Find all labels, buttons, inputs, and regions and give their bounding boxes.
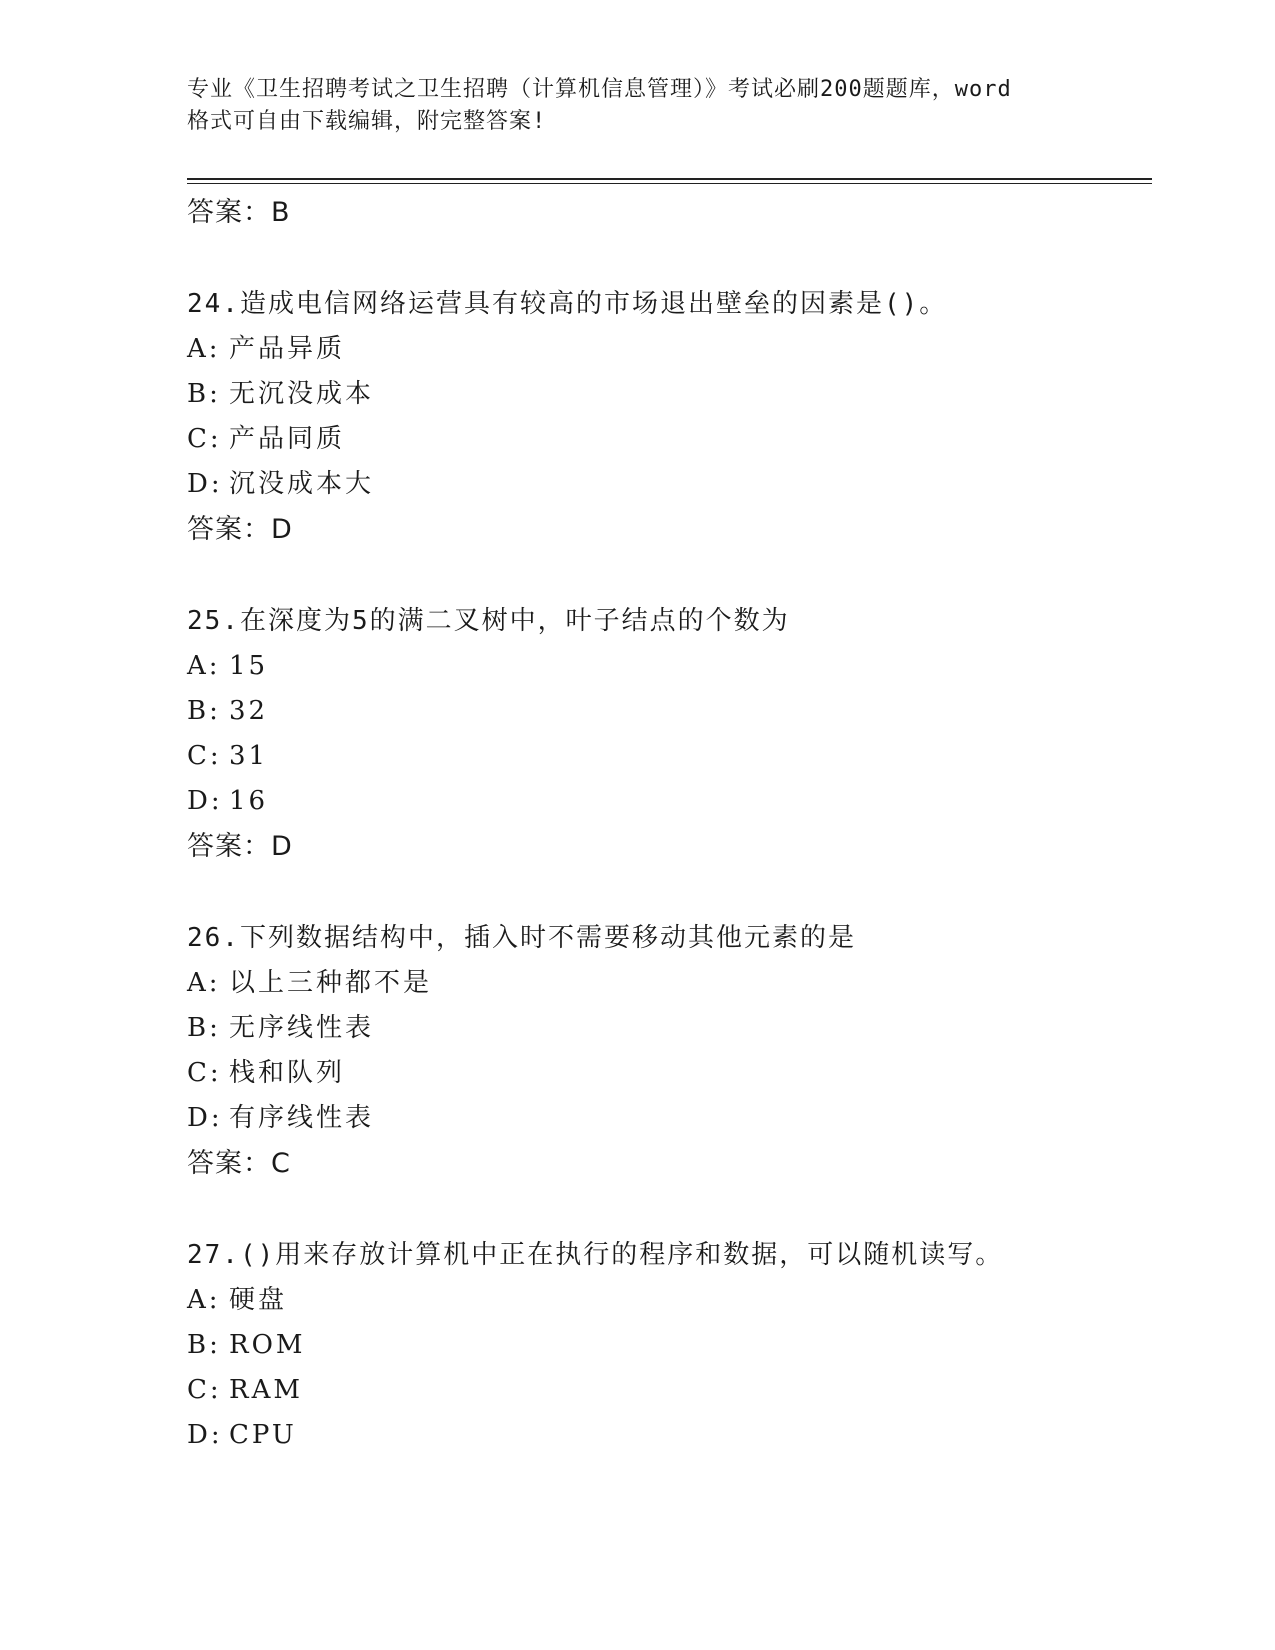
option-letter: D: [187, 1420, 223, 1450]
option-letter: B: [187, 379, 221, 409]
option-a [187, 961, 1152, 1006]
document-header [187, 74, 1087, 138]
option-letter: C: [187, 1058, 222, 1088]
option-c [187, 1051, 1152, 1096]
question-answer: 答案：D [187, 514, 293, 545]
option-letter: D: [187, 786, 223, 816]
option-text: 15 [229, 651, 269, 681]
question-title: 24.造成电信网络运营具有较高的市场退出壁垒的因素是()。 [187, 289, 948, 319]
option-letter: A: [187, 1285, 221, 1315]
question-answer: 答案：D [187, 831, 293, 862]
option-d [187, 1413, 1152, 1458]
option-d [187, 1096, 1152, 1141]
option-letter: A: [187, 334, 221, 364]
option-a [187, 1278, 1152, 1323]
option-text: CPU [229, 1420, 297, 1450]
option-letter: C: [187, 424, 222, 454]
option-a [187, 644, 1152, 689]
option-c [187, 734, 1152, 779]
option-text: 无序线性表 [229, 1013, 375, 1043]
question-title: 26.下列数据结构中，插入时不需要移动其他元素的是 [187, 923, 856, 953]
option-text: 沉没成本大 [229, 469, 375, 499]
option-letter: D: [187, 469, 223, 499]
option-letter: B: [187, 696, 221, 726]
option-text: RAM [229, 1375, 303, 1405]
option-letter: B: [187, 1330, 221, 1360]
option-letter: D: [187, 1103, 223, 1133]
option-letter: A: [187, 968, 221, 998]
option-b [187, 372, 1152, 417]
header-divider-thick [187, 178, 1152, 180]
option-text: 16 [229, 786, 269, 816]
option-text: ROM [229, 1330, 306, 1360]
option-text: 有序线性表 [229, 1103, 375, 1133]
option-text: 31 [229, 741, 269, 771]
header-line-2: 格式可自由下载编辑，附完整答案! [187, 109, 547, 134]
question-list [187, 190, 1152, 1458]
question-title: 25.在深度为5的满二叉树中，叶子结点的个数为 [187, 606, 790, 636]
question-27 [187, 1233, 1152, 1458]
option-letter: B: [187, 1013, 221, 1043]
option-b [187, 1006, 1152, 1051]
option-text: 无沉没成本 [229, 379, 375, 409]
question-24 [187, 282, 1152, 552]
option-letter: A: [187, 651, 221, 681]
header-line-1: 专业《卫生招聘考试之卫生招聘（计算机信息管理）》考试必刷200题题库，word [187, 77, 1012, 102]
question-title: 27.()用来存放计算机中正在执行的程序和数据，可以随机读写。 [187, 1240, 1004, 1270]
question-answer: 答案：C [187, 1148, 291, 1179]
question-26 [187, 916, 1152, 1186]
question-25 [187, 599, 1152, 869]
header-divider-thin [187, 183, 1152, 184]
option-text: 产品同质 [229, 424, 346, 454]
option-text: 栈和队列 [229, 1058, 346, 1088]
option-a [187, 327, 1152, 372]
option-c [187, 417, 1152, 462]
option-d [187, 462, 1152, 507]
option-text: 32 [229, 696, 269, 726]
previous-answer: 答案：B [187, 197, 291, 228]
option-b [187, 1323, 1152, 1368]
option-text: 产品异质 [229, 334, 346, 364]
option-b [187, 689, 1152, 734]
option-text: 硬盘 [229, 1285, 288, 1315]
option-text: 以上三种都不是 [229, 968, 433, 998]
option-c [187, 1368, 1152, 1413]
option-letter: C: [187, 1375, 222, 1405]
option-d [187, 779, 1152, 824]
option-letter: C: [187, 741, 222, 771]
